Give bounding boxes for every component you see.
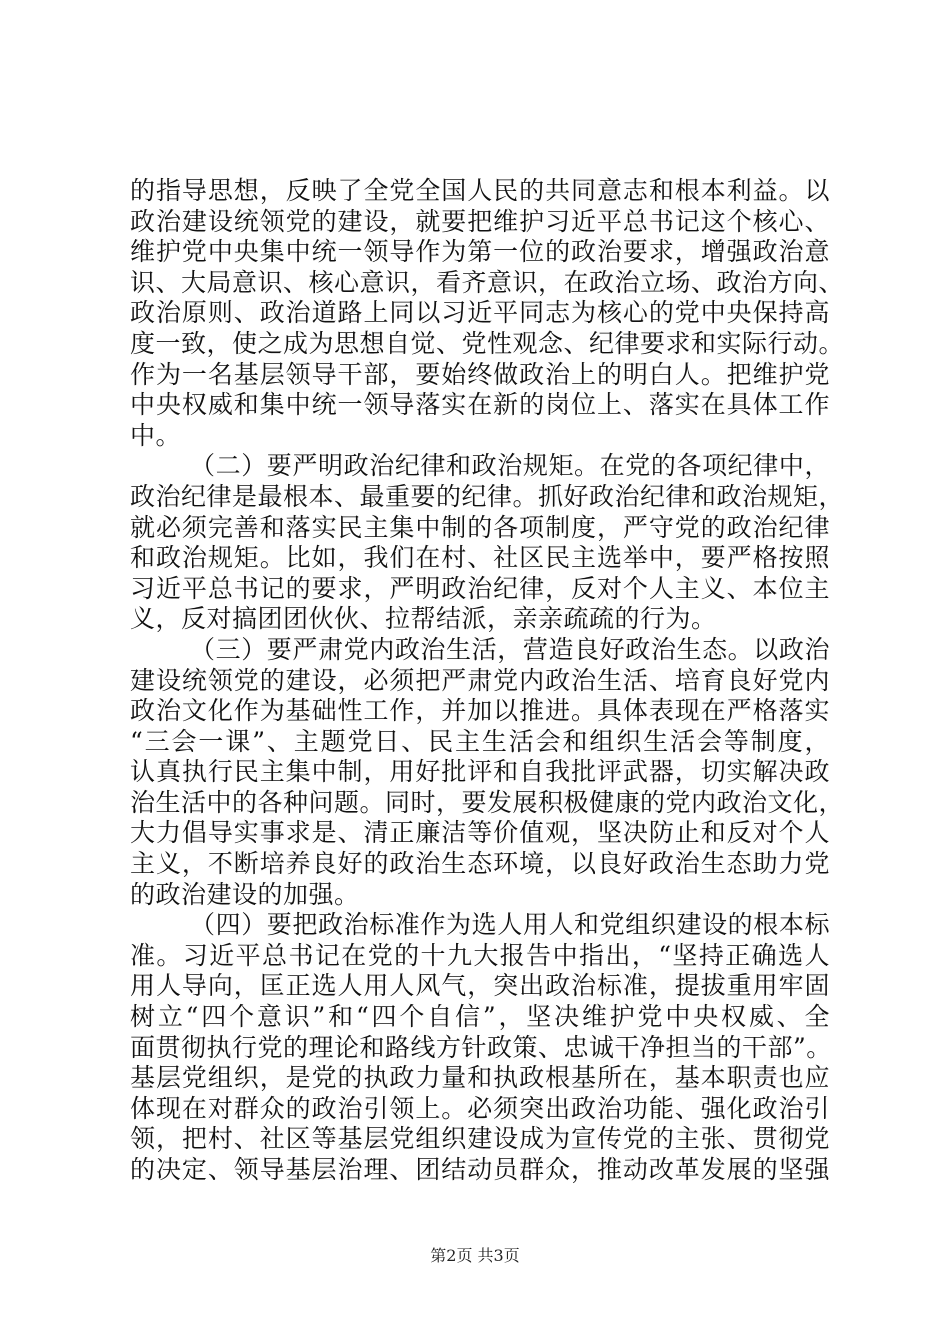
text-line: （三）要严肃党内政治生活，营造良好政治生态。以政治 (190, 634, 830, 664)
text-line: 习近平总书记的要求，严明政治纪律，反对个人主义、本位主 (130, 573, 830, 603)
text-line: 政治建设统领党的建设，就要把维护习近平总书记这个核心、 (130, 206, 830, 236)
text-line: “三会一课”、主题党日、民主生活会和组织生活会等制度， (130, 726, 830, 756)
text-line: 义，反对搞团团伙伙、拉帮结派，亲亲疏疏的行为。 (130, 604, 717, 634)
document-body (130, 176, 845, 1186)
text-line: 建设统领党的建设，必须把严肃党内政治生活、培育良好党内 (130, 665, 830, 695)
text-line: 主义，不断培养良好的政治生态环境，以良好政治生态助力党 (130, 849, 830, 879)
text-line: 面贯彻执行党的理论和路线方针政策、忠诚干净担当的干部”。 (130, 1032, 832, 1062)
text-line: 的决定、领导基层治理、团结动员群众，推动改革发展的坚强 (130, 1155, 830, 1184)
text-line: （二）要严明政治纪律和政治规矩。在党的各项纪律中， (190, 451, 830, 481)
text-line: 领，把村、社区等基层党组织建设成为宣传党的主张、贯彻党 (130, 1124, 830, 1154)
text-line: 治生活中的各种问题。同时，要发展积极健康的党内政治文化， (130, 787, 845, 817)
text-line: 用人导向，匡正选人用人风气，突出政治标准，提拔重用牢固 (130, 971, 830, 1001)
text-line: 识、大局意识、核心意识，看齐意识，在政治立场、政治方向、 (130, 267, 845, 297)
text-line: 的指导思想，反映了全党全国人民的共同意志和根本利益。以 (130, 176, 830, 205)
text-line: 树立“四个意识”和“四个自信”，坚决维护党中央权威、全 (130, 1002, 830, 1032)
text-line: 作为一名基层领导干部，要始终做政治上的明白人。把维护党 (130, 359, 830, 389)
text-line: 的政治建设的加强。 (130, 879, 360, 909)
text-line: 大力倡导实事求是、清正廉洁等价值观，坚决防止和反对个人 (130, 818, 830, 848)
text-line: 政治纪律是最根本、最重要的纪律。抓好政治纪律和政治规矩， (130, 481, 845, 511)
text-line: 和政治规矩。比如，我们在村、社区民主选举中，要严格按照 (130, 543, 830, 573)
text-line: 中央权威和集中统一领导落实在新的岗位上、落实在具体工作 (130, 390, 830, 420)
text-line: 体现在对群众的政治引领上。必须突出政治功能、强化政治引 (130, 1093, 830, 1123)
page-footer: 第2页 共3页 (430, 1246, 520, 1265)
text-line: 认真执行民主集中制，用好批评和自我批评武器，切实解决政 (130, 757, 830, 787)
text-line: 度一致，使之成为思想自觉、党性观念、纪律要求和实际行动。 (130, 328, 845, 358)
text-line: 维护党中央集中统一领导作为第一位的政治要求，增强政治意 (130, 237, 830, 267)
text-line: （四）要把政治标准作为选人用人和党组织建设的根本标 (190, 910, 830, 940)
text-line: 政治文化作为基础性工作，并加以推进。具体表现在严格落实 (130, 696, 830, 726)
text-line: 准。习近平总书记在党的十九大报告中指出，“坚持正确选人 (130, 940, 830, 970)
text-line: 政治原则、政治道路上同以习近平同志为核心的党中央保持高 (130, 298, 830, 328)
text-line: 基层党组织，是党的执政力量和执政根基所在，基本职责也应 (130, 1063, 830, 1093)
text-line: 中。 (130, 420, 182, 450)
text-line: 就必须完善和落实民主集中制的各项制度，严守党的政治纪律 (130, 512, 830, 542)
